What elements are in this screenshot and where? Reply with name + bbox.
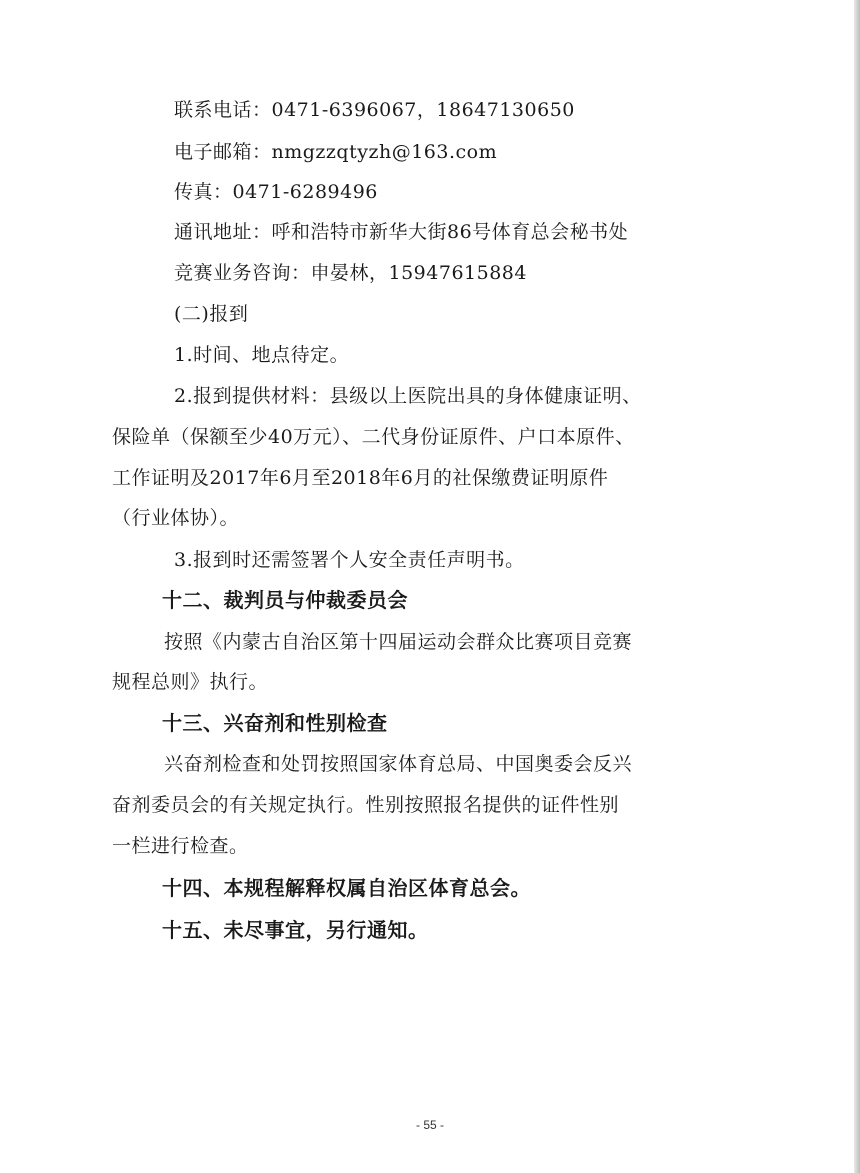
section-12-heading: 十二、裁判员与仲裁委员会 [162, 588, 408, 612]
section-13-body-line-2: 奋剂委员会的有关规定执行。性别按照报名提供的证件性别 [112, 794, 620, 816]
contact-phone: 联系电话：0471-6396067，18647130650 [174, 99, 575, 121]
section-15-heading: 十五、未尽事宜，另行通知。 [162, 918, 429, 942]
registration-title: (二)报到 [174, 303, 249, 325]
section-12-body-line-2: 规程总则》执行。 [112, 671, 269, 693]
contact-fax: 传真：0471-6289496 [174, 181, 378, 203]
section-13-heading: 十三、兴奋剂和性别检查 [162, 711, 388, 735]
contact-consult: 竞赛业务咨询：申晏林，15947615884 [174, 262, 527, 284]
contact-address: 通讯地址：呼和浩特市新华大街86号体育总会秘书处 [174, 221, 629, 243]
section-14-heading: 十四、本规程解释权属自治区体育总会。 [162, 876, 531, 900]
scan-edge-shadow [854, 0, 860, 1173]
section-13-body-line-1: 兴奋剂检查和处罚按照国家体育总局、中国奥委会反兴 [164, 753, 633, 775]
contact-email: 电子邮箱：nmgzzqtyzh@163.com [174, 141, 498, 163]
section-12-body-line-1: 按照《内蒙古自治区第十四届运动会群众比赛项目竞赛 [164, 631, 633, 653]
registration-item-3: 3.报到时还需签署个人安全责任声明书。 [174, 549, 525, 571]
section-13-body-line-3: 一栏进行检查。 [112, 835, 249, 857]
page-number: - 55 - [415, 1118, 444, 1132]
registration-item-2-line-1: 2.报到提供材料：县级以上医院出具的身体健康证明、 [174, 385, 642, 407]
registration-item-2-line-4: （行业体协）。 [112, 507, 240, 529]
registration-item-1: 1.时间、地点待定。 [174, 344, 350, 366]
registration-item-2-line-2: 保险单（保额至少40万元）、二代身份证原件、户口本原件、 [112, 426, 635, 448]
registration-item-2-line-3: 工作证明及2017年6月至2018年6月的社保缴费证明原件 [112, 467, 609, 489]
